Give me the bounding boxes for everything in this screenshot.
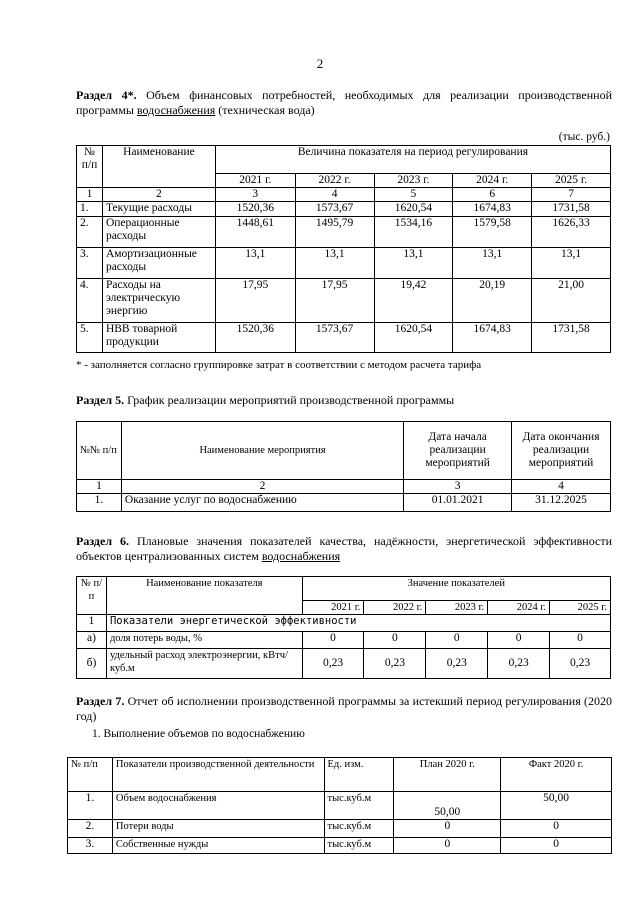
colnum: 2 [102,188,215,202]
section6-heading [76,534,612,564]
cell-value: 0 [488,632,550,649]
cell-value: 13,1 [453,248,532,279]
row-num: 1. [77,202,103,217]
row-num: 2. [68,820,113,838]
cell-plan: 0 [394,820,501,838]
colnum: 1 [77,188,103,202]
colnum: 3 [404,480,512,494]
cell-value: 21,00 [532,279,611,323]
section6-label: Раздел 6. [76,534,130,548]
colnum: 7 [532,188,611,202]
section4-heading [76,88,612,118]
cell-value: 19,42 [374,279,453,323]
section6-text-underlined: водоснабжения [261,549,341,563]
section4-footnote: * - заполняется согласно группировке затрат в соответствии с методом расчета тарифа [76,359,482,371]
row-num: 5. [77,323,103,353]
colnum: 2 [121,480,403,494]
row-name: НВВ товарной продукции [102,323,215,353]
cell-value: 1573,67 [295,323,374,353]
cell-value: 1579,58 [453,217,532,248]
cell-value: 1731,58 [532,323,611,353]
cell-fact: 50,00 [501,792,612,820]
row-name: Объем водоснабжения [112,792,324,820]
group-row [77,615,611,632]
header-value: Величина показателя на период регулирования [215,146,610,174]
cell-value: 13,1 [374,248,453,279]
cell-value: 1520,36 [215,323,295,353]
cell-value: 13,1 [215,248,295,279]
row-name: удельный расход электроэнергии, кВтч/куб.м [106,649,302,679]
cell-unit: тыс.куб.м [324,838,394,854]
section4-label: Раздел 4*. [76,88,137,102]
header-num: №№ п/п [77,422,122,480]
header-year: 2024 г. [453,174,532,188]
cell-value: 0 [364,632,426,649]
cell-plan: 0 [394,838,501,854]
table-row [68,820,612,838]
row-num: 2. [77,217,103,248]
table-row [77,248,611,279]
header-year: 2021 г. [302,601,364,615]
row-name: Расходы на электрическую энергию [102,279,215,323]
section5-heading [76,393,612,408]
row-name: Операционные расходы [102,217,215,248]
header-year: 2025 г. [550,601,611,615]
colnum: 4 [512,480,611,494]
cell-unit: тыс.куб.м [324,792,394,820]
section4-units: (тыс. руб.) [558,131,610,143]
cell-value: 1620,54 [374,202,453,217]
cell-value: 1495,79 [295,217,374,248]
header-year: 2021 г. [215,174,295,188]
row-num: 1. [68,792,113,820]
row-num: а) [77,632,107,649]
group-num: 1 [77,615,107,632]
cell-value: 1573,67 [295,202,374,217]
cell-value: 1448,61 [215,217,295,248]
cell-value: 0,23 [488,649,550,679]
cell-value: 1731,58 [532,202,611,217]
group-name: Показатели энергетической эффективности [106,615,610,632]
row-num: 1. [77,494,122,512]
row-num: 3. [68,838,113,854]
section4-text-a: Объем финансовых потребностей, необходимых для реализации производственной программы [76,88,612,117]
header-start-date: Дата начала реализации мероприятий [404,422,512,480]
colnum: 4 [295,188,374,202]
table-row [77,649,611,679]
cell-fact: 0 [501,838,612,854]
header-unit: Ед. изм. [324,758,394,792]
cell-value: 20,19 [453,279,532,323]
section5-label: Раздел 5. [76,393,125,407]
cell-value: 0,23 [302,649,364,679]
header-year: 2022 г. [295,174,374,188]
header-num: № п/п [77,577,107,615]
cell-value: 1674,83 [453,323,532,353]
cell-value: 1520,36 [215,202,295,217]
column-number-row [77,188,611,202]
cell-start-date: 01.01.2021 [404,494,512,512]
row-name: Амортизационные расходы [102,248,215,279]
section7-text: Отчет об исполнении производственной программы за истекший период регулирования (2020 год) [76,694,612,723]
table-row [77,202,611,217]
section5-table [76,421,611,512]
cell-plan: 50,00 [394,792,501,820]
page-number: 2 [316,56,324,71]
table-row [68,792,612,820]
header-name: Показатели производственной деятельности [112,758,324,792]
column-number-row [77,480,611,494]
row-name: доля потерь воды, % [106,632,302,649]
header-year: 2022 г. [364,601,426,615]
header-value: Значение показателей [302,577,610,601]
section7-table [67,757,612,854]
table-row [77,632,611,649]
header-num: № п/п [68,758,113,792]
section4-table [76,145,611,353]
cell-unit: тыс.куб.м [324,820,394,838]
row-num: 4. [77,279,103,323]
row-num: 3. [77,248,103,279]
header-end-date: Дата окончания реализации мероприятий [512,422,611,480]
header-name: Наименование мероприятия [121,422,403,480]
cell-value: 17,95 [295,279,374,323]
table-row [77,279,611,323]
table-row [68,838,612,854]
table-row [77,494,611,512]
section5-text: График реализации мероприятий производственной программы [124,393,455,407]
cell-end-date: 31.12.2025 [512,494,611,512]
row-name: Текущие расходы [102,202,215,217]
colnum: 6 [453,188,532,202]
header-year: 2024 г. [488,601,550,615]
cell-value: 17,95 [215,279,295,323]
cell-value: 0,23 [426,649,488,679]
colnum: 1 [77,480,122,494]
colnum: 5 [374,188,453,202]
header-plan: План 2020 г. [394,758,501,792]
header-year: 2025 г. [532,174,611,188]
header-year: 2023 г. [426,601,488,615]
section7-label: Раздел 7. [76,694,125,708]
cell-value: 1534,16 [374,217,453,248]
header-year: 2023 г. [374,174,453,188]
cell-value: 0 [550,632,611,649]
section7-list-item: 1. Выполнение объемов по водоснабжению [92,728,305,740]
section4-text-b: (техническая вода) [215,103,315,117]
header-name: Наименование [102,146,215,188]
cell-value: 0,23 [364,649,426,679]
header-name: Наименование показателя [106,577,302,615]
header-fact: Факт 2020 г. [501,758,612,792]
cell-value: 1620,54 [374,323,453,353]
cell-value: 0 [426,632,488,649]
cell-value: 1626,33 [532,217,611,248]
cell-value: 1674,83 [453,202,532,217]
header-num: № п/п [77,146,103,188]
colnum: 3 [215,188,295,202]
cell-fact: 0 [501,820,612,838]
section4-text-underlined: водоснабжения [136,103,216,117]
row-num: б) [77,649,107,679]
section7-heading [76,694,612,724]
section6-text-a: Плановые значения показателей качества, надёжности, энергетической эффективности объектов централизованных систем [76,534,612,563]
section6-table [76,576,611,679]
cell-value: 13,1 [532,248,611,279]
row-name: Оказание услуг по водоснабжению [121,494,403,512]
table-row [77,217,611,248]
cell-value: 0,23 [550,649,611,679]
cell-value: 0 [302,632,364,649]
table-row [77,323,611,353]
row-name: Собственные нужды [112,838,324,854]
cell-value: 13,1 [295,248,374,279]
row-name: Потери воды [112,820,324,838]
